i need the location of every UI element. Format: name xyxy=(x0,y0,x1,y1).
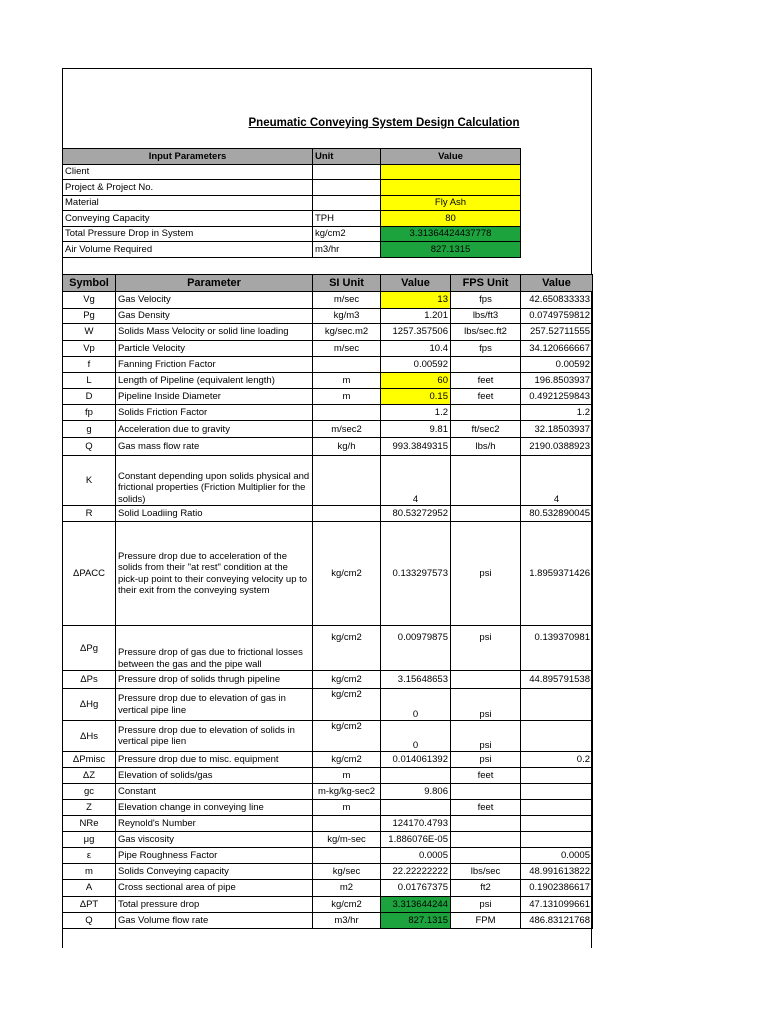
fps-value-cell xyxy=(521,784,593,800)
parameter-cell: Total pressure drop xyxy=(116,896,313,913)
fps-value-cell: 0.0005 xyxy=(521,848,593,864)
input-unit xyxy=(313,164,381,180)
fps-value-cell: 1.2 xyxy=(521,405,593,421)
si-unit-cell xyxy=(313,405,381,421)
calc-row xyxy=(63,308,593,324)
fps-unit-cell: feet xyxy=(451,768,521,784)
input-unit xyxy=(313,195,381,211)
header-fps-unit: FPS Unit xyxy=(451,275,521,292)
fps-value-cell: 0.139370981 xyxy=(521,626,593,671)
symbol-cell: g xyxy=(63,421,116,438)
symbol-cell: Q xyxy=(63,438,116,456)
calc-row xyxy=(63,357,593,373)
input-value-cell[interactable] xyxy=(381,164,521,180)
parameter-cell: Acceleration due to gravity xyxy=(116,421,313,438)
si-value-cell[interactable]: 60 xyxy=(381,373,451,389)
si-value-cell xyxy=(381,768,451,784)
calc-row xyxy=(63,292,593,309)
fps-value-cell: 0.4921259843 xyxy=(521,389,593,405)
input-label: Project & Project No. xyxy=(63,180,313,196)
parameter-cell: Pressure drop due to misc. equipment xyxy=(116,752,313,768)
symbol-cell: L xyxy=(63,373,116,389)
si-value-cell: 3.15648653 xyxy=(381,671,451,689)
fps-value-cell: 34.120666667 xyxy=(521,340,593,357)
si-unit-cell: kg/cm2 xyxy=(313,752,381,768)
header-fps-value: Value xyxy=(521,275,593,292)
page-title: Pneumatic Conveying System Design Calculation xyxy=(248,117,520,129)
si-unit-cell: m3/hr xyxy=(313,913,381,929)
fps-value-cell xyxy=(521,832,593,848)
calc-row xyxy=(63,879,593,896)
symbol-cell: Z xyxy=(63,800,116,816)
symbol-cell: gc xyxy=(63,784,116,800)
parameter-cell: Gas viscosity xyxy=(116,832,313,848)
symbol-cell: Vp xyxy=(63,340,116,357)
calculation-table xyxy=(62,274,593,929)
fps-value-cell: 0.1902386617 xyxy=(521,879,593,896)
si-value-cell: 827.1315 xyxy=(381,913,451,929)
calc-row xyxy=(63,456,593,506)
calc-header-row xyxy=(63,275,593,292)
fps-value-cell xyxy=(521,768,593,784)
fps-unit-cell: fps xyxy=(451,340,521,357)
si-unit-cell: m xyxy=(313,800,381,816)
si-unit-cell: m/sec xyxy=(313,340,381,357)
calc-row xyxy=(63,721,593,752)
calc-row xyxy=(63,863,593,879)
header-si-unit: SI Unit xyxy=(313,275,381,292)
parameter-cell: Pipeline Inside Diameter xyxy=(116,389,313,405)
symbol-cell: ΔPACC xyxy=(63,522,116,626)
calc-row xyxy=(63,913,593,929)
fps-value-cell xyxy=(521,721,593,752)
fps-value-cell: 486.83121768 xyxy=(521,913,593,929)
si-unit-cell: kg/cm2 xyxy=(313,626,381,671)
input-row-air-volume xyxy=(63,242,521,258)
fps-value-cell: 0.2 xyxy=(521,752,593,768)
fps-unit-cell: feet xyxy=(451,373,521,389)
calc-row xyxy=(63,800,593,816)
fps-value-cell xyxy=(521,689,593,721)
si-value-cell: 1.886076E-05 xyxy=(381,832,451,848)
symbol-cell: fp xyxy=(63,405,116,421)
fps-unit-cell xyxy=(451,357,521,373)
si-value-cell: 80.53272952 xyxy=(381,506,451,522)
header-value: Value xyxy=(381,149,521,165)
symbol-cell: ΔPT xyxy=(63,896,116,913)
fps-unit-cell: lbs/sec.ft2 xyxy=(451,324,521,341)
si-value-cell: 0.00592 xyxy=(381,357,451,373)
symbol-cell: ΔHs xyxy=(63,721,116,752)
calc-row xyxy=(63,832,593,848)
parameter-cell: Gas mass flow rate xyxy=(116,438,313,456)
fps-unit-cell: feet xyxy=(451,389,521,405)
symbol-cell: μg xyxy=(63,832,116,848)
parameter-cell: Solids Mass Velocity or solid line loading xyxy=(116,324,313,341)
si-unit-cell: kg/cm2 xyxy=(313,896,381,913)
si-unit-cell: m xyxy=(313,373,381,389)
result-value-cell: 827.1315 xyxy=(381,242,521,258)
symbol-cell: ε xyxy=(63,848,116,864)
calc-row xyxy=(63,389,593,405)
input-header-row xyxy=(63,149,521,165)
input-unit: kg/cm2 xyxy=(313,226,381,242)
si-unit-cell xyxy=(313,357,381,373)
symbol-cell: W xyxy=(63,324,116,341)
header-unit: Unit xyxy=(313,149,381,165)
si-value-cell: 0.133297573 xyxy=(381,522,451,626)
input-label: Material xyxy=(63,195,313,211)
parameter-cell: Pressure drop of gas due to frictional losses between the gas and the pipe wall xyxy=(116,626,313,671)
calc-row xyxy=(63,626,593,671)
si-value-cell: 0 xyxy=(381,721,451,752)
symbol-cell: A xyxy=(63,879,116,896)
symbol-cell: NRe xyxy=(63,816,116,832)
fps-unit-cell: psi xyxy=(451,721,521,752)
input-label: Conveying Capacity xyxy=(63,211,313,227)
si-value-cell: 9.806 xyxy=(381,784,451,800)
si-value-cell: 0.0005 xyxy=(381,848,451,864)
fps-value-cell xyxy=(521,800,593,816)
parameter-cell: Elevation of solids/gas xyxy=(116,768,313,784)
si-unit-cell xyxy=(313,848,381,864)
calc-row xyxy=(63,340,593,357)
symbol-cell: K xyxy=(63,456,116,506)
fps-unit-cell: FPM xyxy=(451,913,521,929)
header-input-parameters: Input Parameters xyxy=(63,149,313,165)
symbol-cell: D xyxy=(63,389,116,405)
si-value-cell: 0.01767375 xyxy=(381,879,451,896)
result-value-cell: 3.31364424437778 xyxy=(381,226,521,242)
si-value-cell[interactable]: 0.15 xyxy=(381,389,451,405)
input-value-cell[interactable]: Fly Ash xyxy=(381,195,521,211)
fps-value-cell: 2190.0388923 xyxy=(521,438,593,456)
fps-value-cell: 48.991613822 xyxy=(521,863,593,879)
input-unit: m3/hr xyxy=(313,242,381,258)
si-unit-cell xyxy=(313,506,381,522)
fps-value-cell: 1.8959371426 xyxy=(521,522,593,626)
fps-value-cell xyxy=(521,816,593,832)
si-unit-cell: kg/m-sec xyxy=(313,832,381,848)
si-unit-cell xyxy=(313,816,381,832)
symbol-cell: ΔHg xyxy=(63,689,116,721)
symbol-cell: m xyxy=(63,863,116,879)
parameter-cell: Fanning Friction Factor xyxy=(116,357,313,373)
parameter-cell: Reynold's Number xyxy=(116,816,313,832)
parameter-cell: Pipe Roughness Factor xyxy=(116,848,313,864)
si-unit-cell: kg/sec.m2 xyxy=(313,324,381,341)
fps-unit-cell: psi xyxy=(451,752,521,768)
fps-unit-cell: fps xyxy=(451,292,521,309)
si-value-cell: 4 xyxy=(381,456,451,506)
fps-unit-cell xyxy=(451,405,521,421)
input-parameters-table xyxy=(62,148,521,258)
calc-row xyxy=(63,848,593,864)
si-unit-cell: kg/cm2 xyxy=(313,671,381,689)
si-value-cell: 10.4 xyxy=(381,340,451,357)
calc-row xyxy=(63,506,593,522)
input-unit xyxy=(313,180,381,196)
si-unit-cell: m/sec2 xyxy=(313,421,381,438)
fps-value-cell: 44.895791538 xyxy=(521,671,593,689)
symbol-cell: Vg xyxy=(63,292,116,309)
si-value-cell: 1.201 xyxy=(381,308,451,324)
fps-unit-cell: psi xyxy=(451,689,521,721)
si-unit-cell: m-kg/kg-sec2 xyxy=(313,784,381,800)
parameter-cell: Constant xyxy=(116,784,313,800)
input-row-capacity xyxy=(63,211,521,227)
fps-unit-cell: lbs/sec xyxy=(451,863,521,879)
si-value-cell: 3.313644244 xyxy=(381,896,451,913)
si-unit-cell: kg/sec xyxy=(313,863,381,879)
parameter-cell: Solids Conveying capacity xyxy=(116,863,313,879)
calc-row xyxy=(63,689,593,721)
calc-row xyxy=(63,752,593,768)
symbol-cell: ΔPs xyxy=(63,671,116,689)
calc-row xyxy=(63,324,593,341)
fps-unit-cell xyxy=(451,506,521,522)
calc-row xyxy=(63,373,593,389)
parameter-cell: Pressure drop due to elevation of solids in vertical pipe lien xyxy=(116,721,313,752)
calc-row xyxy=(63,522,593,626)
symbol-cell: ΔPmisc xyxy=(63,752,116,768)
fps-value-cell: 80.532890045 xyxy=(521,506,593,522)
calc-row xyxy=(63,438,593,456)
si-unit-cell: kg/m3 xyxy=(313,308,381,324)
fps-value-cell: 32.18503937 xyxy=(521,421,593,438)
input-value-cell[interactable]: 80 xyxy=(381,211,521,227)
symbol-cell: R xyxy=(63,506,116,522)
si-value-cell: 22.22222222 xyxy=(381,863,451,879)
fps-unit-cell xyxy=(451,671,521,689)
parameter-cell: Particle Velocity xyxy=(116,340,313,357)
parameter-cell: Length of Pipeline (equivalent length) xyxy=(116,373,313,389)
fps-unit-cell xyxy=(451,784,521,800)
fps-value-cell: 4 xyxy=(521,456,593,506)
input-row-project xyxy=(63,180,521,196)
symbol-cell: Q xyxy=(63,913,116,929)
calc-row xyxy=(63,421,593,438)
si-unit-cell: kg/cm2 xyxy=(313,689,381,721)
fps-unit-cell xyxy=(451,456,521,506)
symbol-cell: ΔPg xyxy=(63,626,116,671)
si-value-cell[interactable]: 13 xyxy=(381,292,451,309)
input-unit: TPH xyxy=(313,211,381,227)
fps-value-cell: 196.8503937 xyxy=(521,373,593,389)
si-value-cell: 1257.357506 xyxy=(381,324,451,341)
si-value-cell: 124170.4793 xyxy=(381,816,451,832)
calc-row xyxy=(63,405,593,421)
si-unit-cell: m xyxy=(313,768,381,784)
parameter-cell: Constant depending upon solids physical and frictional properties (Friction Multiplier for the solids) xyxy=(116,456,313,506)
fps-unit-cell: lbs/h xyxy=(451,438,521,456)
fps-value-cell: 42.650833333 xyxy=(521,292,593,309)
input-value-cell[interactable] xyxy=(381,180,521,196)
fps-value-cell: 0.00592 xyxy=(521,357,593,373)
si-unit-cell: m2 xyxy=(313,879,381,896)
input-label: Client xyxy=(63,164,313,180)
input-label: Air Volume Required xyxy=(63,242,313,258)
parameter-cell: Cross sectional area of pipe xyxy=(116,879,313,896)
parameter-cell: Solids Friction Factor xyxy=(116,405,313,421)
si-value-cell: 0.014061392 xyxy=(381,752,451,768)
input-row-pressure-drop xyxy=(63,226,521,242)
fps-unit-cell: psi xyxy=(451,626,521,671)
fps-unit-cell: psi xyxy=(451,896,521,913)
calc-row xyxy=(63,896,593,913)
parameter-cell: Pressure drop due to elevation of gas in vertical pipe line xyxy=(116,689,313,721)
fps-unit-cell: lbs/ft3 xyxy=(451,308,521,324)
parameter-cell: Pressure drop of solids thrugh pipeline xyxy=(116,671,313,689)
input-label: Total Pressure Drop in System xyxy=(63,226,313,242)
symbol-cell: Pg xyxy=(63,308,116,324)
si-value-cell: 9.81 xyxy=(381,421,451,438)
symbol-cell: ΔZ xyxy=(63,768,116,784)
fps-unit-cell: psi xyxy=(451,522,521,626)
si-value-cell: 0.00979875 xyxy=(381,626,451,671)
parameter-cell: Gas Velocity xyxy=(116,292,313,309)
si-unit-cell: kg/cm2 xyxy=(313,721,381,752)
input-row-material xyxy=(63,195,521,211)
parameter-cell: Gas Density xyxy=(116,308,313,324)
fps-unit-cell: feet xyxy=(451,800,521,816)
symbol-cell: f xyxy=(63,357,116,373)
calc-row xyxy=(63,816,593,832)
parameter-cell: Pressure drop due to acceleration of the solids from their "at rest" condition at the pick-up point to their conveying velocity up to their exit from the conveying system xyxy=(116,522,313,626)
si-value-cell: 0 xyxy=(381,689,451,721)
calc-row xyxy=(63,671,593,689)
fps-unit-cell xyxy=(451,832,521,848)
input-row-client xyxy=(63,164,521,180)
header-si-value: Value xyxy=(381,275,451,292)
si-unit-cell xyxy=(313,456,381,506)
si-unit-cell: m/sec xyxy=(313,292,381,309)
calc-row xyxy=(63,784,593,800)
fps-value-cell: 0.0749759812 xyxy=(521,308,593,324)
parameter-cell: Elevation change in conveying line xyxy=(116,800,313,816)
fps-unit-cell xyxy=(451,848,521,864)
fps-unit-cell: ft/sec2 xyxy=(451,421,521,438)
si-value-cell: 993.3849315 xyxy=(381,438,451,456)
calc-row xyxy=(63,768,593,784)
parameter-cell: Solid Loadiing Ratio xyxy=(116,506,313,522)
si-value-cell xyxy=(381,800,451,816)
si-unit-cell: kg/h xyxy=(313,438,381,456)
fps-unit-cell: ft2 xyxy=(451,879,521,896)
header-parameter: Parameter xyxy=(116,275,313,292)
si-unit-cell: m xyxy=(313,389,381,405)
fps-value-cell: 47.131099661 xyxy=(521,896,593,913)
header-symbol: Symbol xyxy=(63,275,116,292)
parameter-cell: Gas Volume flow rate xyxy=(116,913,313,929)
fps-value-cell: 257.52711555 xyxy=(521,324,593,341)
fps-unit-cell xyxy=(451,816,521,832)
si-value-cell: 1.2 xyxy=(381,405,451,421)
si-unit-cell: kg/cm2 xyxy=(313,522,381,626)
